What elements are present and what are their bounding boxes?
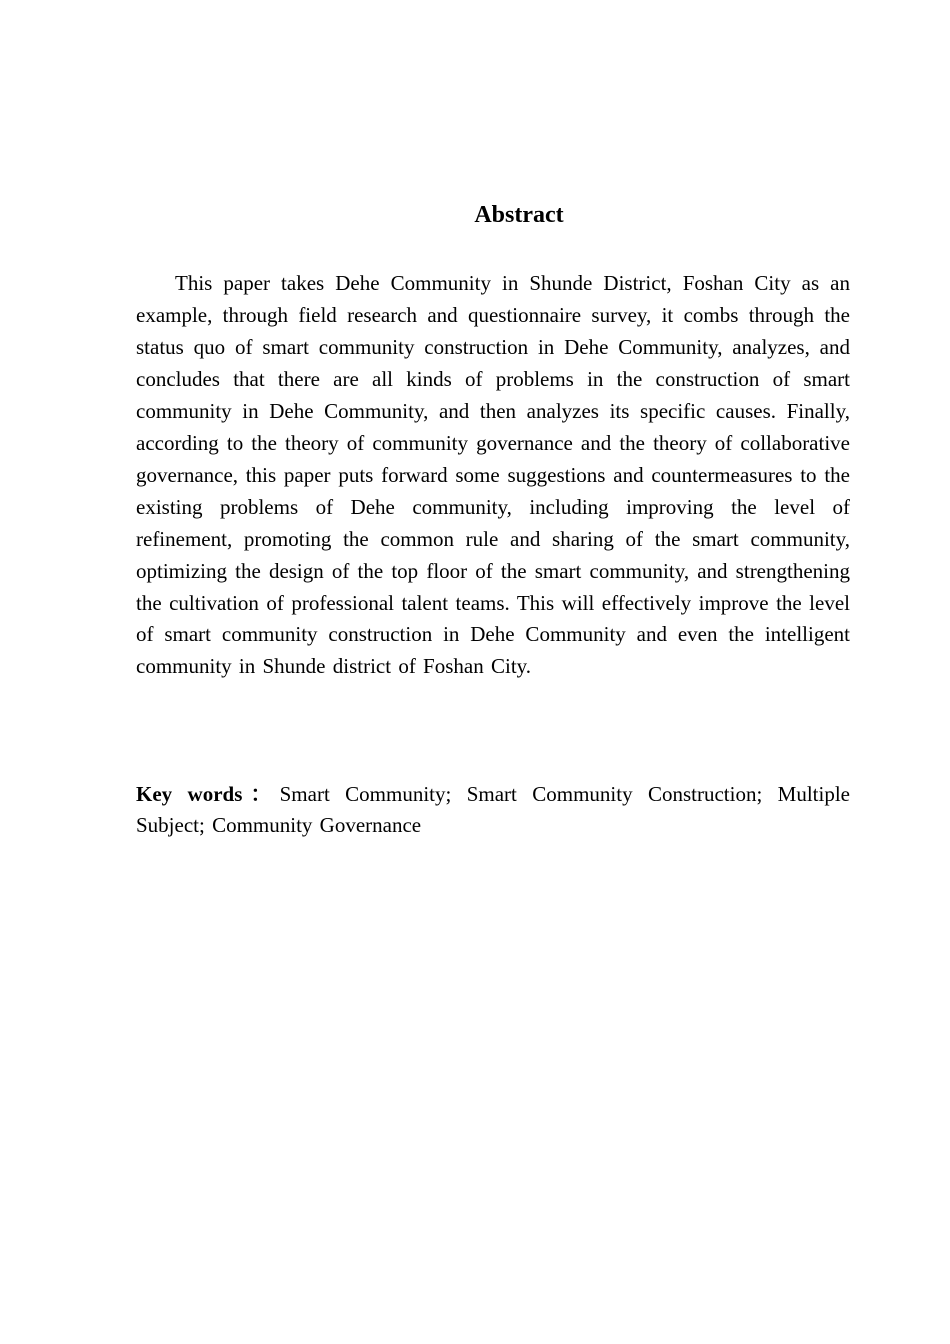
keywords-values: Smart Community; Smart Community Construction; Multiple Subject; Community Governance xyxy=(136,782,851,837)
abstract-title: Abstract xyxy=(474,202,564,228)
keywords-line xyxy=(136,779,850,841)
abstract-paragraph: This paper takes Dehe Community in Shunde District, Foshan City as an example, through field research and questionnaire survey, it combs through the status quo of smart community construction in Dehe Community, analyzes, and concludes that there are all kinds of problems in the construction of smart community in Dehe Community, and then analyzes its specific causes. Finally, according to the theory of community governance and the theory of collaborative governance, this paper puts forward some suggestions and countermeasures to the existing problems of Dehe community, including improving the level of refinement, promoting the common rule and sharing of the smart community, optimizing the design of the top floor of the smart community, and strengthening the cultivation of professional talent teams. This will effectively improve the level of smart community construction in Dehe Community and even the intelligent community in Shunde district of Foshan City. xyxy=(136,271,850,679)
keywords-label: Key words： xyxy=(136,782,280,806)
